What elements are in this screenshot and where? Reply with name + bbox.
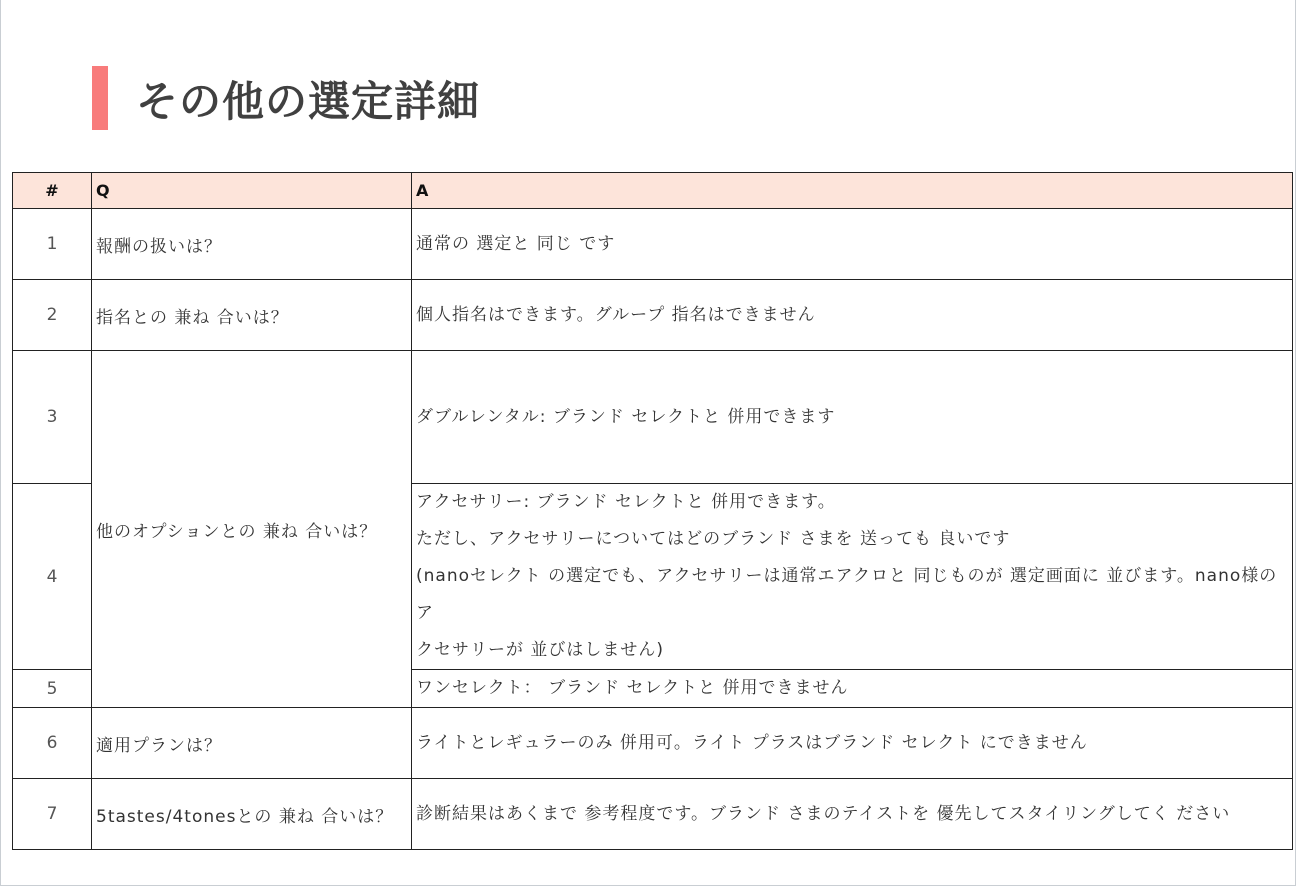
question-cell: 報酬の扱いは？ — [92, 209, 412, 280]
question-cell: 適用プランは？ — [92, 708, 412, 779]
title-accent-bar — [92, 66, 108, 130]
row-number: 5 — [13, 670, 92, 708]
question-cell: 指名との 兼ね 合いは？ — [92, 280, 412, 351]
answer-line: (nanoセレクト の選定でも、アクセサリーは通常エアクロと 同じものが 選定画面に 並びます。nano様のア — [416, 566, 1278, 623]
answer-line: ただし、アクセサリーについてはどのブランド さまを 送っても 良いです — [416, 529, 1011, 549]
answer-cell — [412, 484, 1293, 670]
qa-table — [12, 172, 1293, 850]
table-row — [13, 280, 1293, 351]
answer-line: ライトとレギュラーのみ 併用可。ライト プラスはブランド セレクト にできません — [416, 732, 1088, 753]
row-number: 6 — [13, 708, 92, 779]
answer-cell — [412, 351, 1293, 484]
table-row — [13, 779, 1293, 850]
answer-cell — [412, 708, 1293, 779]
table-header-row — [13, 173, 1293, 209]
table-row — [13, 209, 1293, 280]
answer-line: 通常の 選定と 同じ です — [416, 233, 616, 254]
header-num: # — [13, 173, 92, 209]
answer-line: アクセサリー: ブランド セレクトと 併用できます。 — [416, 492, 836, 512]
table-row — [13, 351, 1293, 484]
answer-line: 個人指名はできます。グループ 指名はできません — [416, 304, 816, 325]
answer-line: クセサリーが 並びはしません) — [416, 640, 665, 660]
answer-cell — [412, 779, 1293, 850]
page-title: その他の選定詳細 — [136, 77, 481, 126]
row-number: 3 — [13, 351, 92, 484]
answer-line: 診断結果はあくまで 参考程度です。ブランド さまのテイストを 優先してスタイリングしてく ださい — [416, 803, 1231, 824]
row-number: 2 — [13, 280, 92, 351]
header-q: Q — [92, 173, 412, 209]
answer-cell — [412, 670, 1293, 708]
answer-line: ダブルレンタル: ブランド セレクトと 併用できます — [416, 406, 836, 427]
row-number: 7 — [13, 779, 92, 850]
answer-line: ワンセレクト： ブランド セレクトと 併用できません — [416, 678, 849, 698]
question-cell: 5tastes/4tonesとの 兼ね 合いは？ — [92, 779, 412, 850]
answer-cell — [412, 209, 1293, 280]
question-cell: 他のオプションとの 兼ね 合いは？ — [92, 351, 412, 708]
header-a: A — [412, 173, 1293, 209]
row-number: 1 — [13, 209, 92, 280]
answer-cell — [412, 280, 1293, 351]
row-number: 4 — [13, 484, 92, 670]
table-row — [13, 708, 1293, 779]
